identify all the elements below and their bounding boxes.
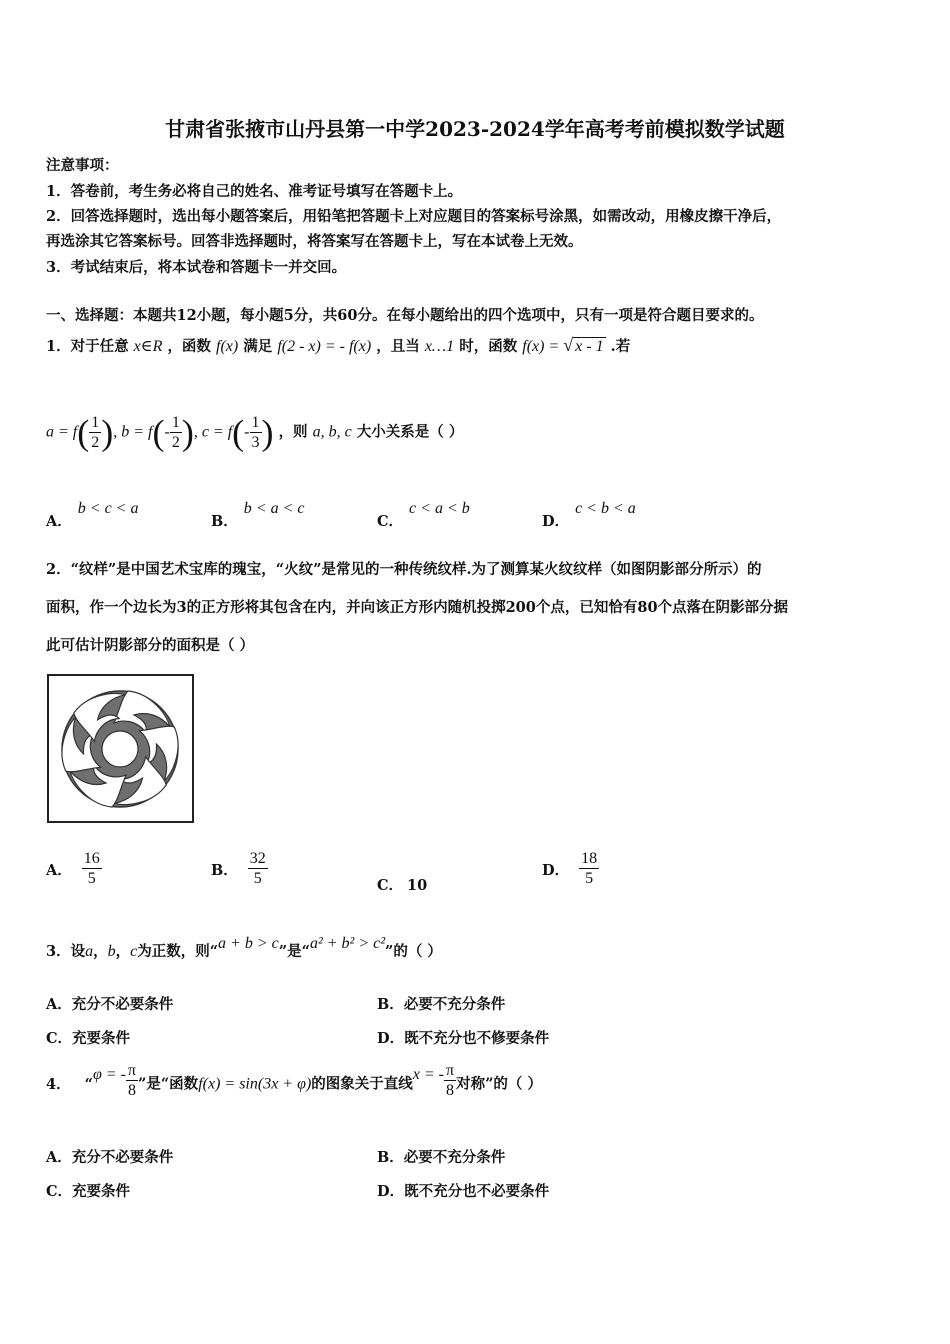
question-4-stem: 4． “φ = - $\frac{\pi}{8}$ ”是“函数f(x) = sin(3x + φ)的图象关于直线x = - $\frac{\pi}{8}$ 对称”的（ ） (46, 1062, 542, 1099)
notice-item: 3．考试结束后，将本试卷和答题卡一并交回。 (46, 259, 347, 276)
section-heading: 一、选择题：本题共12小题，每小题5分，共60分。在每小题给出的四个选项中，只有一项是符合题目要求的。 (46, 307, 764, 324)
fraction: $\frac{16}{5}$ (83, 850, 100, 887)
fraction: $\frac{18}{5}$ (581, 850, 598, 887)
question-3-stem: 3．设a，b，c为正数，则“a + b > c”是“a² + b² > c²”的（ ） (46, 935, 442, 960)
option-b[interactable]: B．b < a < c (211, 500, 305, 530)
option-a[interactable]: A．b < c < a (46, 500, 139, 530)
option-d[interactable]: D．既不充分也不必要条件 (377, 1183, 550, 1200)
option-a[interactable]: A． $\frac{16}{5}$ (46, 850, 100, 887)
question-2-stem: 面积，作一个边长为3的正方形将其包含在内，并向该正方形内随机投掷200个点，已知恰有80个点落在阴影部分据 (46, 599, 789, 616)
fraction: $\frac{\pi}{8}$ (127, 1062, 136, 1099)
option-c[interactable]: C． 10 (377, 877, 428, 894)
option-a[interactable]: A．充分不必要条件 (46, 996, 174, 1013)
option-b[interactable]: B．必要不充分条件 (377, 996, 506, 1013)
fraction: $\frac{1}{2}$ (91, 414, 100, 451)
option-d[interactable]: D．c < b < a (542, 500, 636, 530)
fraction: $\frac{\pi}{8}$ (446, 1062, 455, 1099)
question-1-stem: 1．对于任意 x∈R ，函数 f(x) 满足 f(2 - x) = - f(x) ，且当 x…1 时，函数 f(x) = √ x - 1 .若 (46, 335, 631, 355)
option-b[interactable]: B．必要不充分条件 (377, 1149, 506, 1166)
notice-item: 再选涂其它答案标号。回答非选择题时，将答案写在答题卡上，写在本试卷上无效。 (46, 233, 583, 250)
notice-heading: 注意事项： (46, 157, 119, 174)
notice-item: 2．回答选择题时，选出每小题答案后，用铅笔把答题卡上对应题目的答案标号涂黑，如需改动，用橡皮擦干净后， (46, 208, 782, 225)
option-a[interactable]: A．充分不必要条件 (46, 1149, 174, 1166)
question-1-line2: a = f( $\frac{1}{2}$ ), b = f(- $\frac{1}{2}$ ), c = f(- $\frac{1}{3}$ ) ，则 a, b, c 大小关系是（ ） (46, 412, 464, 453)
fraction: $\frac{1}{2}$ (171, 414, 180, 451)
fire-pattern-figure (47, 674, 194, 823)
option-b[interactable]: B． $\frac{32}{5}$ (211, 850, 266, 887)
page-title: 甘肃省张掖市山丹县第一中学2023-2024学年高考考前模拟数学试题 (165, 117, 785, 141)
option-c[interactable]: C．c < a < b (377, 500, 470, 530)
sqrt-sign: √ (563, 335, 574, 355)
notice-item: 1．答卷前，考生务必将自己的姓名、准考证号填写在答题卡上。 (46, 183, 463, 200)
fraction: $\frac{1}{3}$ (251, 414, 260, 451)
question-2-stem: 此可估计阴影部分的面积是（ ） (46, 637, 255, 654)
question-2-stem: 2．“纹样”是中国艺术宝库的瑰宝，“火纹”是常见的一种传统纹样.为了测算某火纹纹样（如图阴影部分所示）的 (46, 561, 762, 578)
option-d[interactable]: D．既不充分也不修要条件 (377, 1030, 550, 1047)
option-d[interactable]: D． $\frac{18}{5}$ (542, 850, 598, 887)
fraction: $\frac{32}{5}$ (249, 850, 266, 887)
option-c[interactable]: C．充要条件 (46, 1183, 131, 1200)
option-c[interactable]: C．充要条件 (46, 1030, 131, 1047)
